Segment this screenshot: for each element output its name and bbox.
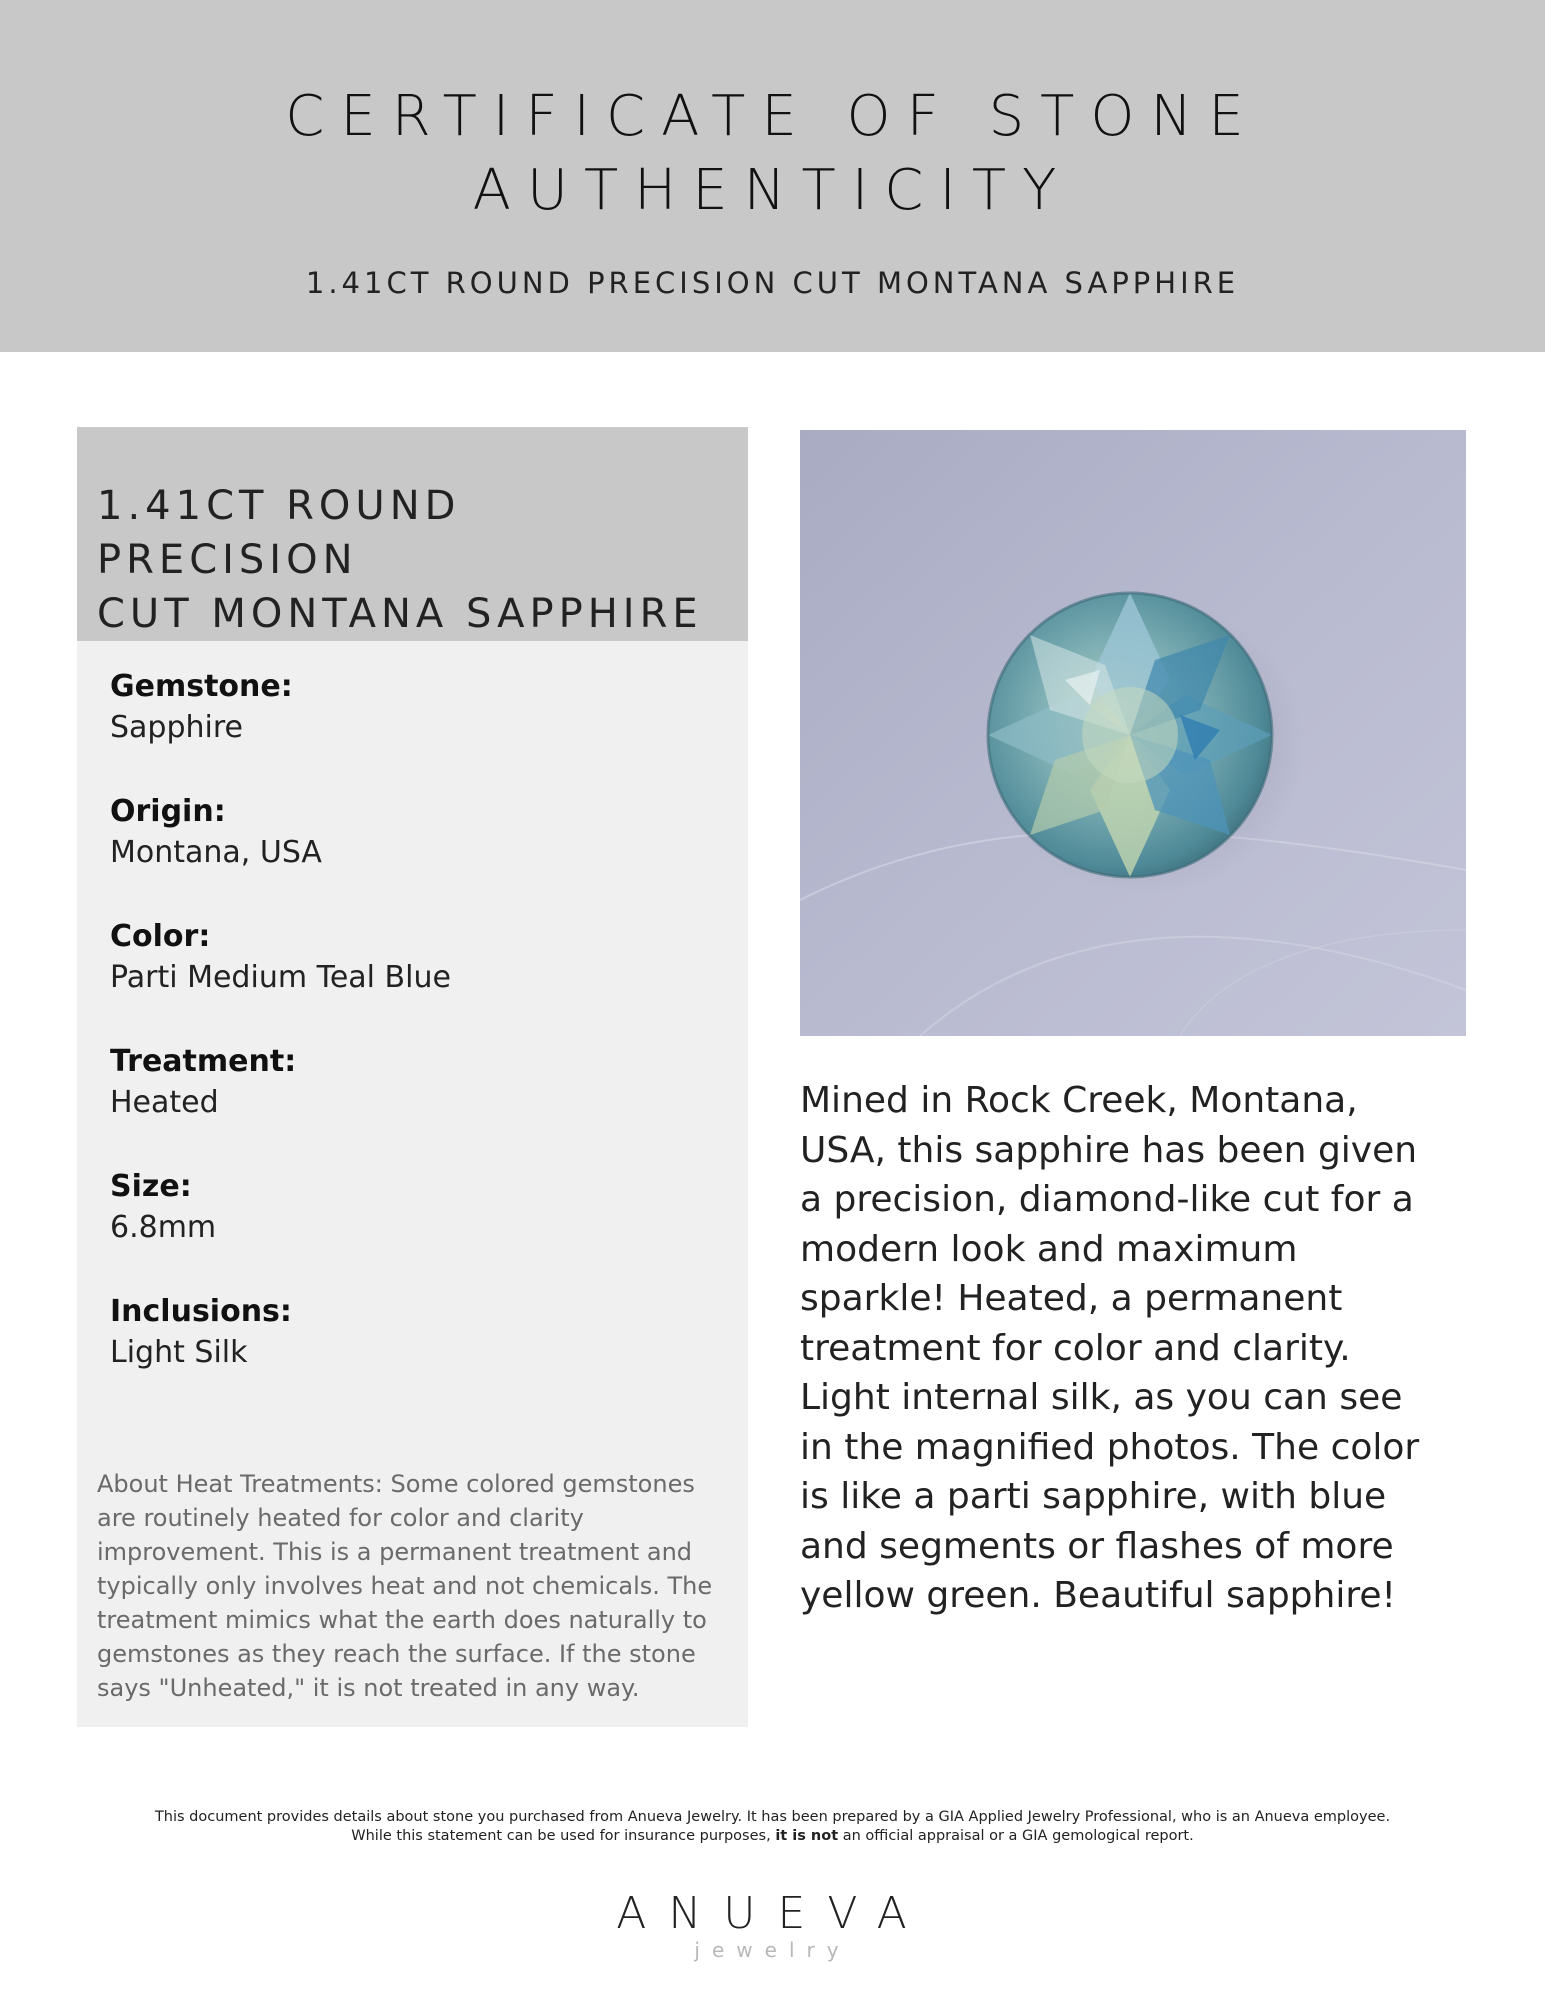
spec-origin bbox=[110, 792, 730, 917]
spec-value: Heated bbox=[110, 1085, 219, 1120]
stone-details-panel bbox=[77, 427, 748, 1727]
spec-value: Light Silk bbox=[110, 1335, 248, 1370]
certificate-title bbox=[0, 80, 1545, 228]
gemstone-photo-graphic bbox=[800, 430, 1466, 1036]
spec-color bbox=[110, 917, 730, 1042]
anueva-logo-subtext: jewelry bbox=[694, 1938, 851, 1962]
certificate-title-line2: AUTHENTICITY bbox=[472, 158, 1073, 223]
spec-treatment bbox=[110, 1042, 730, 1167]
disclaimer-line2-start: While this statement can be used for insurance purposes, bbox=[351, 1828, 776, 1844]
spec-label: Inclusions: bbox=[110, 1294, 292, 1329]
spec-value: Sapphire bbox=[110, 710, 243, 745]
stone-name-line1: 1.41CT ROUND PRECISION bbox=[97, 483, 461, 583]
spec-size bbox=[110, 1167, 730, 1292]
disclaimer-line1: This document provides details about stone you purchased from Anueva Jewelry. It has been prepared by a GIA Applied Jewelry Professional, who is an Anueva employee. bbox=[154, 1809, 1391, 1825]
spec-label: Origin: bbox=[110, 794, 226, 829]
disclaimer-line2 bbox=[0, 1827, 1545, 1846]
spec-value: Parti Medium Teal Blue bbox=[110, 960, 451, 995]
spec-list bbox=[110, 667, 730, 1417]
heat-treatment-note: About Heat Treatments: Some colored gemstones are routinely heated for color and clarity improvement. This is a permanent treatment and typically only involves heat and not chemicals. The treatment mimics what the earth does naturally to gemstones as they reach the surface. If the stone says "Unheated," it is not treated in any way. bbox=[97, 1470, 713, 1702]
disclaimer-emphasis: it is not bbox=[775, 1828, 839, 1844]
spec-label: Size: bbox=[110, 1169, 192, 1204]
stone-description: Mined in Rock Creek, Montana, USA, this sapphire has been given a precision, diamond-like cut for a modern look and maximum sparkle! Heated, a permanent treatment for color and clarity. Light internal silk, as you can see in the magnified photos. The color is like a parti sapphire, with blue and segments or flashes of more yellow green. Beautiful sapphire! bbox=[800, 1080, 1420, 1616]
disclaimer bbox=[0, 1808, 1545, 1846]
certificate-title-line1: CERTIFICATE OF STONE bbox=[285, 84, 1260, 149]
spec-inclusions bbox=[110, 1292, 730, 1417]
stone-details-header bbox=[77, 427, 748, 641]
sapphire-stone bbox=[988, 593, 1272, 877]
certificate-subtitle: 1.41CT ROUND PRECISION CUT MONTANA SAPPHIRE bbox=[305, 266, 1240, 300]
stone-name-line2: CUT MONTANA SAPPHIRE bbox=[97, 591, 703, 637]
certificate-header bbox=[0, 0, 1545, 352]
anueva-logo: ANUEVA bbox=[616, 1888, 929, 1939]
spec-gemstone bbox=[110, 667, 730, 792]
gemstone-photo bbox=[800, 430, 1466, 1036]
spec-label: Treatment: bbox=[110, 1044, 297, 1079]
stone-name bbox=[97, 479, 737, 641]
disclaimer-line2-end: an official appraisal or a GIA gemological report. bbox=[838, 1828, 1194, 1844]
spec-value: Montana, USA bbox=[110, 835, 322, 870]
spec-label: Color: bbox=[110, 919, 211, 954]
spec-label: Gemstone: bbox=[110, 669, 293, 704]
spec-value: 6.8mm bbox=[110, 1210, 217, 1245]
